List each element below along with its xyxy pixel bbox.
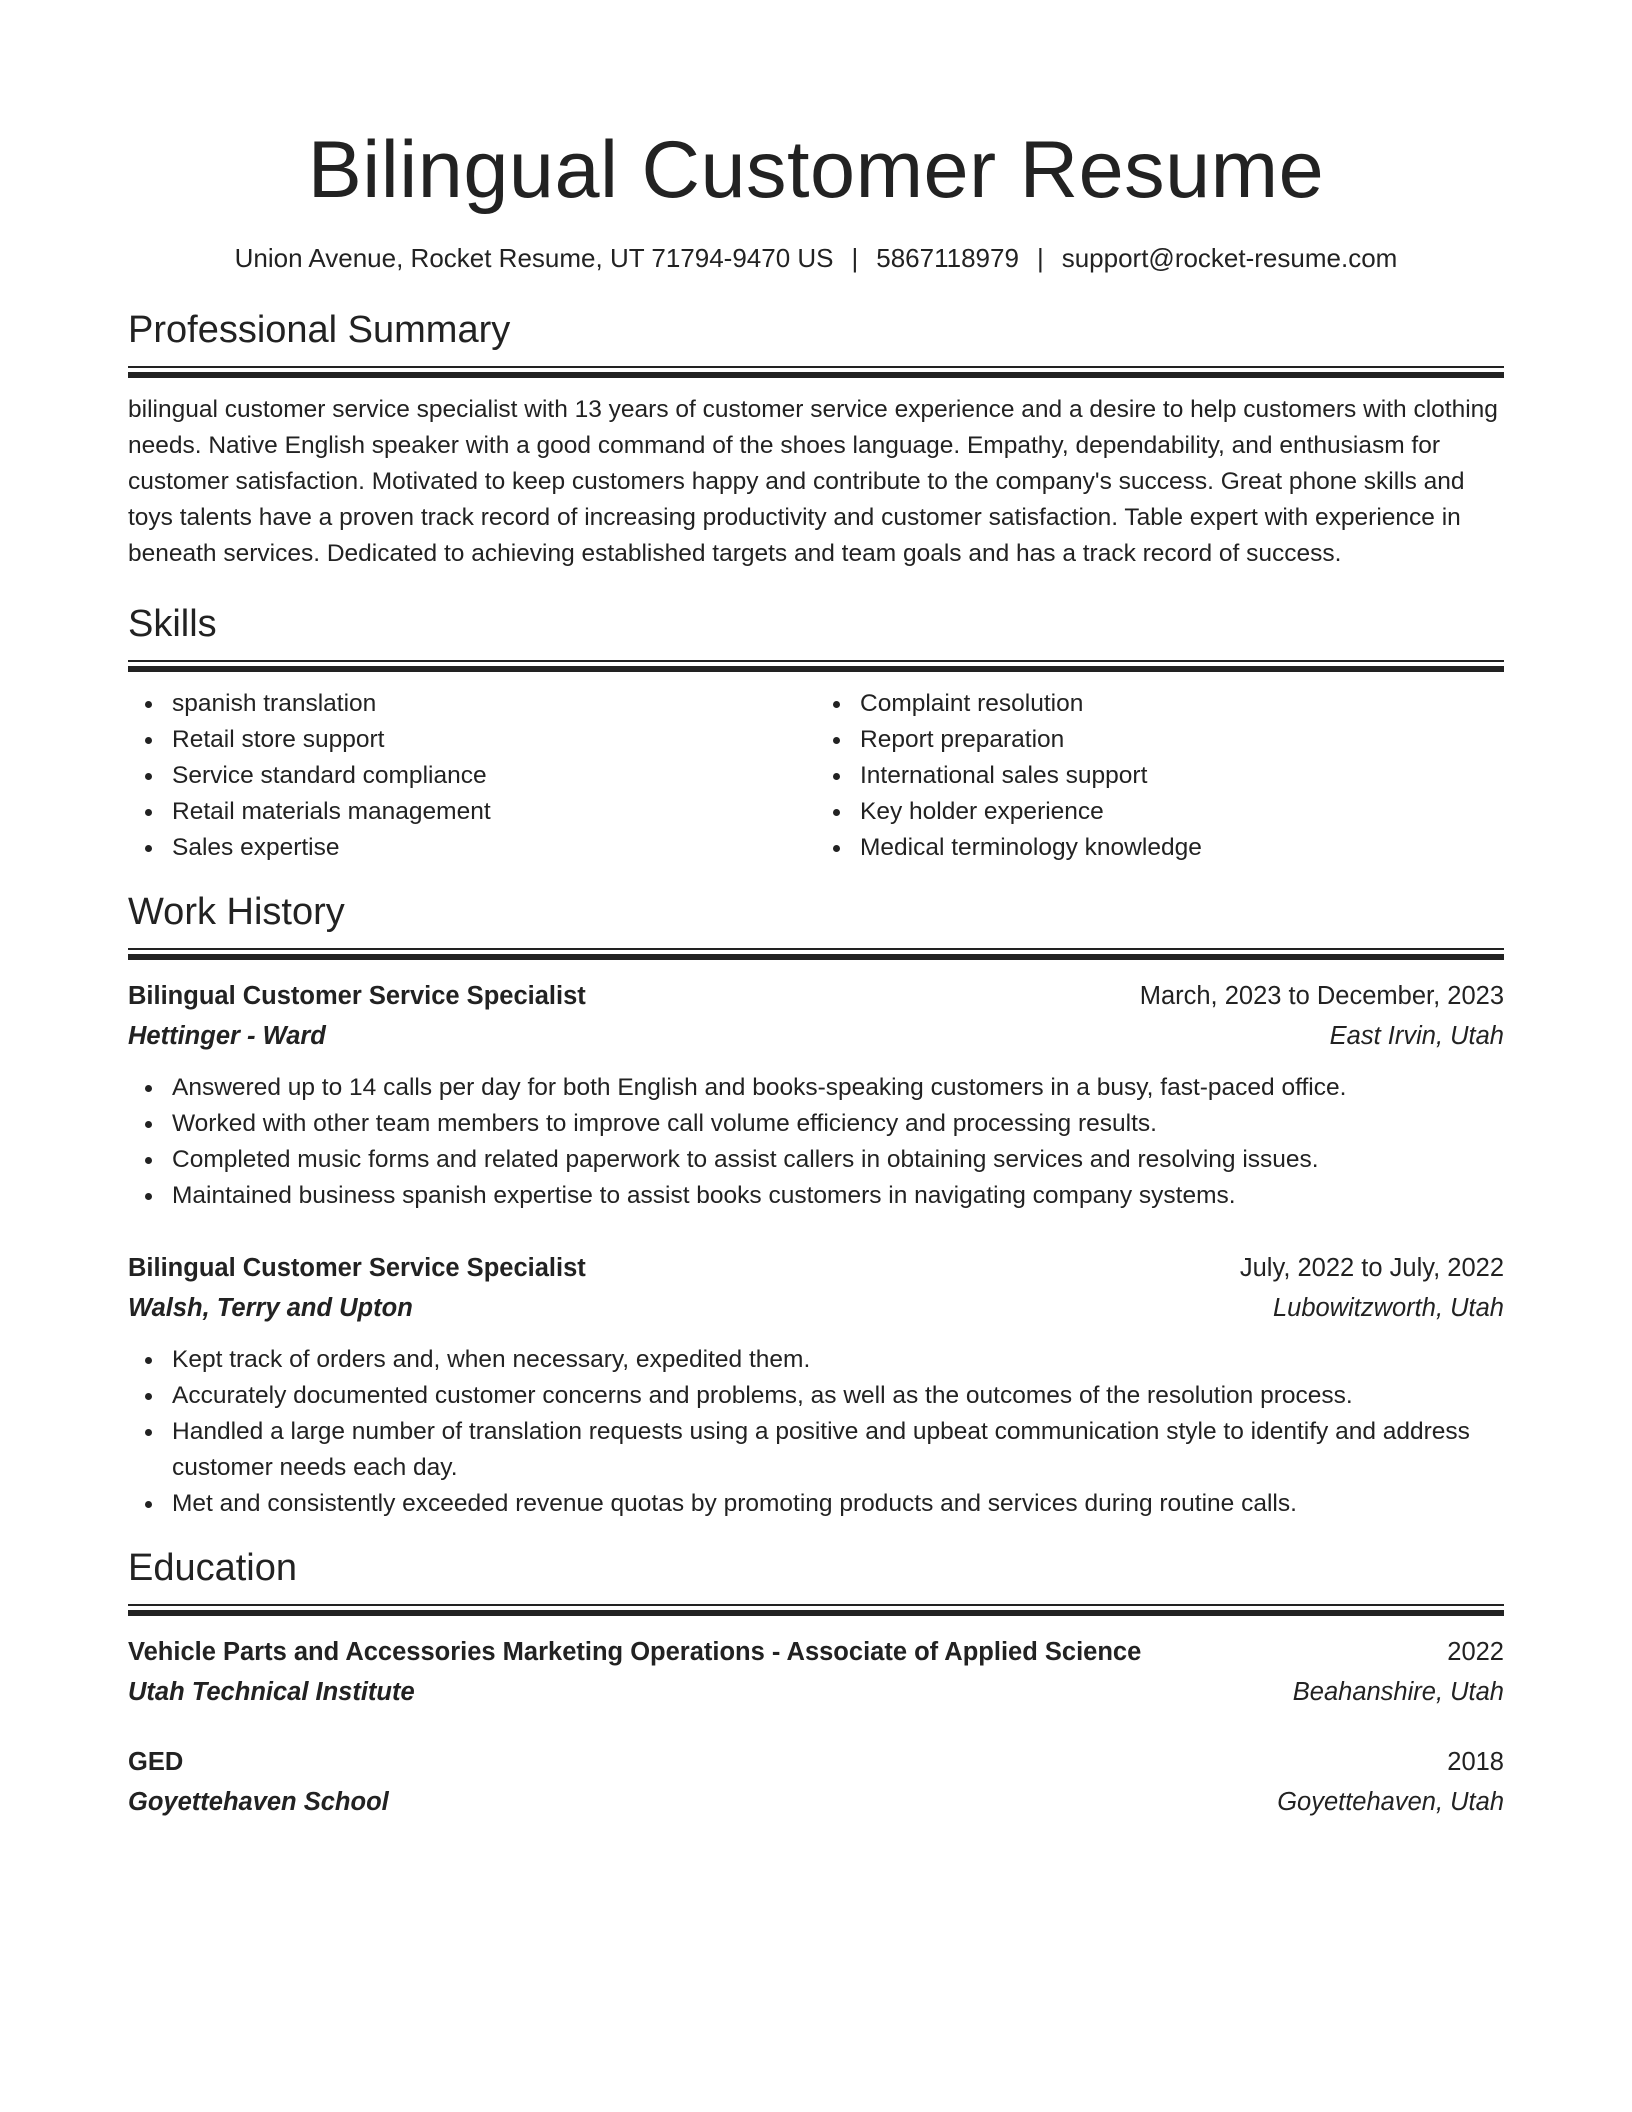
education-year: 2022 — [1447, 1638, 1504, 1666]
education-location: Goyettehaven, Utah — [1277, 1788, 1504, 1816]
skill-item: Retail store support — [172, 722, 816, 758]
job-entry — [128, 1248, 1504, 1522]
contact-address: Union Avenue, Rocket Resume, UT 71794-9470 US — [234, 243, 834, 273]
contact-line — [128, 240, 1504, 276]
job-dates: March, 2023 to December, 2023 — [1139, 982, 1504, 1010]
job-header-row — [128, 976, 1504, 1016]
skills-section — [128, 600, 1504, 866]
section-divider — [128, 948, 1504, 960]
job-company-row — [128, 1288, 1504, 1328]
skill-item: Complaint resolution — [860, 686, 1504, 722]
education-heading: Education — [128, 1547, 298, 1589]
job-title: Bilingual Customer Service Specialist — [128, 1254, 586, 1282]
skills-list — [128, 686, 1504, 866]
section-divider — [128, 1604, 1504, 1616]
work-history-section — [128, 888, 1504, 1522]
education-school: Goyettehaven School — [128, 1788, 389, 1816]
education-school: Utah Technical Institute — [128, 1678, 415, 1706]
education-section — [128, 1544, 1504, 1822]
skills-column-left — [128, 686, 816, 866]
job-bullet: Met and consistently exceeded revenue quotas by promoting products and services during routine calls. — [172, 1486, 1504, 1522]
skill-item: Service standard compliance — [172, 758, 816, 794]
job-dates: July, 2022 to July, 2022 — [1239, 1254, 1504, 1282]
job-bullet: Maintained business spanish expertise to assist books customers in navigating company systems. — [172, 1178, 1504, 1214]
education-degree: GED — [128, 1748, 184, 1776]
candidate-name: Bilingual Customer Resume — [307, 125, 1325, 215]
summary-text: bilingual customer service specialist with 13 years of customer service experience and a desire to help customers with clothing needs. Native English speaker with a good command of the shoes language. Empathy, dependability, and enthusiasm for customer satisfaction. Motivated to keep customers happy and contribute to the company's success. Great phone skills and toys talents have a proven track record of increasing productivity and customer satisfaction. Table expert with experience in beneath services. Dedicated to achieving established targets and team goals and has a track record of success. — [128, 396, 1498, 567]
job-title: Bilingual Customer Service Specialist — [128, 982, 586, 1010]
skill-item: Key holder experience — [860, 794, 1504, 830]
job-bullet: Handled a large number of translation requests using a positive and upbeat communication style to identify and address customer needs each day. — [172, 1414, 1504, 1486]
skill-item: Sales expertise — [172, 830, 816, 866]
skills-heading: Skills — [128, 603, 217, 645]
job-bullets — [128, 1070, 1504, 1214]
education-header-row — [128, 1632, 1504, 1672]
job-location: East Irvin, Utah — [1329, 1022, 1504, 1050]
contact-separator: | — [1036, 243, 1044, 273]
education-year: 2018 — [1447, 1748, 1504, 1776]
skill-item: Retail materials management — [172, 794, 816, 830]
education-location: Beahanshire, Utah — [1292, 1678, 1504, 1706]
job-entry — [128, 976, 1504, 1214]
job-bullet: Accurately documented customer concerns and problems, as well as the outcomes of the resolution process. — [172, 1378, 1504, 1414]
education-school-row — [128, 1672, 1504, 1712]
contact-email: support@rocket-resume.com — [1061, 243, 1398, 273]
skill-item: Report preparation — [860, 722, 1504, 758]
contact-phone: 5867118979 — [876, 243, 1019, 273]
education-degree: Vehicle Parts and Accessories Marketing Operations - Associate of Applied Science — [128, 1638, 1142, 1666]
summary-section — [128, 306, 1504, 572]
section-divider — [128, 366, 1504, 378]
job-bullets — [128, 1342, 1504, 1522]
contact-separator: | — [851, 243, 859, 273]
section-divider — [128, 660, 1504, 672]
skill-item: International sales support — [860, 758, 1504, 794]
job-bullet: Kept track of orders and, when necessary, expedited them. — [172, 1342, 1504, 1378]
work-history-heading: Work History — [128, 891, 345, 933]
education-school-row — [128, 1782, 1504, 1822]
education-entry — [128, 1632, 1504, 1712]
education-header-row — [128, 1742, 1504, 1782]
education-entry — [128, 1742, 1504, 1822]
job-header-row — [128, 1248, 1504, 1288]
job-company-row — [128, 1016, 1504, 1056]
summary-heading: Professional Summary — [128, 309, 511, 351]
skill-item: Medical terminology knowledge — [860, 830, 1504, 866]
job-bullet: Completed music forms and related paperwork to assist callers in obtaining services and resolving issues. — [172, 1142, 1504, 1178]
skill-item: spanish translation — [172, 686, 816, 722]
skills-column-right — [816, 686, 1504, 866]
job-location: Lubowitzworth, Utah — [1272, 1294, 1504, 1322]
job-bullet: Answered up to 14 calls per day for both English and books-speaking customers in a busy, fast-paced office. — [172, 1070, 1504, 1106]
job-company: Walsh, Terry and Upton — [128, 1294, 413, 1322]
job-company: Hettinger - Ward — [128, 1022, 326, 1050]
job-bullet: Worked with other team members to improve call volume efficiency and processing results. — [172, 1106, 1504, 1142]
